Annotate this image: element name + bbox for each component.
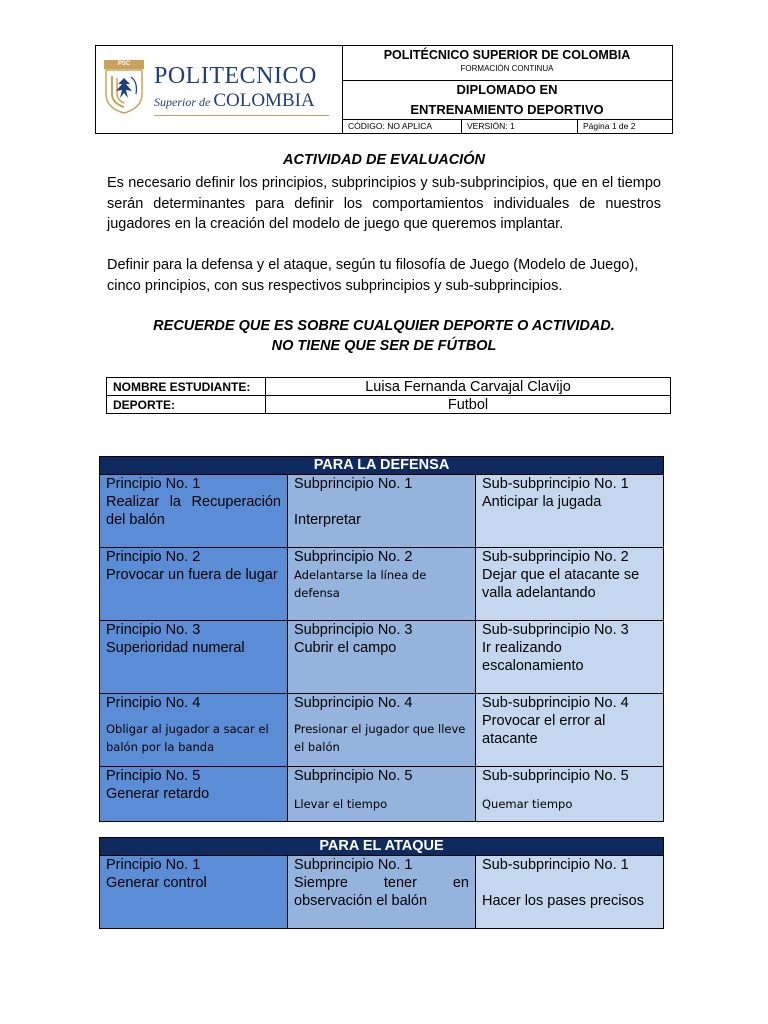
subprinciple-cell — [288, 694, 476, 767]
subprinciple-label: Subprincipio No. 1 — [294, 476, 413, 492]
sub-subprinciple-cell — [476, 475, 664, 548]
subprinciple-word: tener — [383, 875, 417, 891]
attack-table-title: PARA EL ATAQUE — [100, 838, 664, 856]
header-institution-row — [342, 46, 672, 81]
sub-subprinciple-cell — [476, 767, 664, 822]
subprinciple-label: Subprincipio No. 3 — [294, 622, 413, 638]
principle-cell — [100, 767, 288, 822]
table-row — [100, 475, 664, 548]
subprinciple-word: Siempre — [294, 875, 348, 891]
sub-subprinciple-label: Sub-subprincipio No. 2 — [482, 549, 629, 565]
table-row — [107, 396, 671, 414]
sub-subprinciple-cell — [476, 856, 664, 929]
header-program-row — [342, 81, 672, 120]
sub-subprinciple-text: Provocar el error al atacante — [482, 713, 606, 747]
sport-label: DEPORTE: — [107, 396, 266, 414]
principle-cell — [100, 621, 288, 694]
principle-text: Generar retardo — [106, 786, 210, 802]
header-meta-row — [342, 120, 672, 133]
subprinciple-cell — [288, 548, 476, 621]
page-number: Página 1 de 2 — [583, 121, 636, 131]
sub-subprinciple-text: Ir realizando escalonamiento — [482, 640, 584, 674]
student-name-label: NOMBRE ESTUDIANTE: — [107, 378, 266, 396]
subprinciple-text: Llevar el tiempo — [294, 797, 388, 811]
reminder-line2: NO TIENE QUE SER DE FÚTBOL — [271, 338, 497, 354]
sub-subprinciple-text: Anticipar la jugada — [482, 494, 602, 510]
sub-subprinciple-cell — [476, 694, 664, 767]
subprinciple-text: Adelantarse la línea de defensa — [294, 568, 427, 600]
activity-title: ACTIVIDAD DE EVALUACIÓN — [283, 152, 485, 168]
subprinciple-text-line1 — [294, 874, 469, 892]
table-row — [100, 621, 664, 694]
shield-icon — [104, 60, 144, 114]
institution-unit: FORMACIÓN CONTINUA — [460, 64, 554, 73]
document-code: CÓDIGO: NO APLICA — [348, 121, 433, 131]
logo-underline — [154, 115, 329, 116]
program-line2: ENTRENAMIENTO DEPORTIVO — [410, 102, 604, 117]
principle-cell — [100, 856, 288, 929]
subprinciple-label: Subprincipio No. 4 — [294, 695, 413, 711]
sub-subprinciple-label: Sub-subprincipio No. 1 — [482, 857, 629, 873]
task-paragraph: Definir para la defensa y el ataque, según tu filosofía de Juego (Modelo de Juego), cinco principios, con sus respectivos subprincipios y sub-subprincipios. — [107, 257, 639, 294]
sub-subprinciple-text: Dejar que el atacante se valla adelantando — [482, 567, 640, 601]
subprinciple-label: Subprincipio No. 5 — [294, 768, 413, 784]
subprinciple-cell — [288, 767, 476, 822]
instructions-paragraph: Es necesario definir los principios, subprincipios y sub-subprincipios, que en el tiempo serán determinantes para definir los comportamientos individuales de nuestros jugadores en la creación del modelo de juego que queremos implantar. — [107, 175, 661, 232]
student-name-value: Luisa Fernanda Carvajal Clavijo — [266, 378, 671, 396]
subprinciple-word: en — [452, 875, 469, 891]
principle-text: Realizar la Recuperación del balón — [106, 494, 281, 528]
principle-text: Obligar al jugador a sacar el balón por la banda — [106, 722, 269, 754]
program-line1: DIPLOMADO EN — [456, 82, 558, 97]
subprinciple-text: Cubrir el campo — [294, 640, 397, 656]
logo-subtitle — [154, 90, 315, 112]
sport-value: Futbol — [266, 396, 671, 414]
defense-principles-table — [99, 456, 664, 822]
principle-text: Provocar un fuera de lugar — [106, 567, 278, 583]
principle-label: Principio No. 2 — [106, 549, 201, 565]
attack-principles-table — [99, 837, 664, 929]
reminder-line1: RECUERDE QUE ES SOBRE CUALQUIER DEPORTE O ACTIVIDAD. — [153, 318, 615, 334]
meta-divider — [461, 120, 462, 133]
document-header — [95, 45, 673, 134]
table-row — [100, 694, 664, 767]
logo-wordmark: POLITECNICO — [154, 63, 317, 89]
sub-subprinciple-label: Sub-subprincipio No. 1 — [482, 476, 629, 492]
principle-cell — [100, 475, 288, 548]
sub-subprinciple-text: Quemar tiempo — [482, 797, 573, 811]
table-row — [107, 378, 671, 396]
table-row — [100, 856, 664, 929]
subprinciple-cell — [288, 856, 476, 929]
principle-label: Principio No. 5 — [106, 768, 201, 784]
defense-table-title: PARA LA DEFENSA — [100, 457, 664, 475]
logo-subtitle-main: COLOMBIA — [213, 90, 315, 111]
subprinciple-cell — [288, 475, 476, 548]
table-row — [100, 767, 664, 822]
principle-label: Principio No. 3 — [106, 622, 201, 638]
principle-text: Generar control — [106, 875, 207, 891]
header-info — [342, 46, 672, 133]
student-info-table — [106, 377, 671, 414]
institution-name: POLITÉCNICO SUPERIOR DE COLOMBIA — [383, 48, 631, 62]
principle-cell — [100, 694, 288, 767]
sub-subprinciple-label: Sub-subprincipio No. 4 — [482, 695, 629, 711]
sub-subprinciple-text: Hacer los pases precisos — [482, 893, 644, 909]
subprinciple-text: Interpretar — [294, 512, 361, 528]
meta-divider — [577, 120, 578, 133]
sub-subprinciple-cell — [476, 548, 664, 621]
sub-subprinciple-cell — [476, 621, 664, 694]
subprinciple-label: Subprincipio No. 2 — [294, 549, 413, 565]
principle-label: Principio No. 1 — [106, 857, 201, 873]
principle-text: Superioridad numeral — [106, 640, 245, 656]
subprinciple-label: Subprincipio No. 1 — [294, 857, 413, 873]
logo-tag: PSC — [104, 60, 144, 69]
subprinciple-cell — [288, 621, 476, 694]
principle-label: Principio No. 4 — [106, 695, 201, 711]
document-version: VERSIÓN: 1 — [467, 121, 515, 131]
subprinciple-text-line2: observación el balón — [294, 893, 428, 909]
institution-logo — [96, 46, 343, 133]
sub-subprinciple-label: Sub-subprincipio No. 3 — [482, 622, 629, 638]
principle-cell — [100, 548, 288, 621]
sub-subprinciple-label: Sub-subprincipio No. 5 — [482, 768, 629, 784]
logo-subtitle-prefix: Superior de — [154, 95, 211, 109]
table-row — [100, 548, 664, 621]
subprinciple-text: Presionar el jugador que lleve el balón — [294, 722, 466, 754]
principle-label: Principio No. 1 — [106, 476, 201, 492]
